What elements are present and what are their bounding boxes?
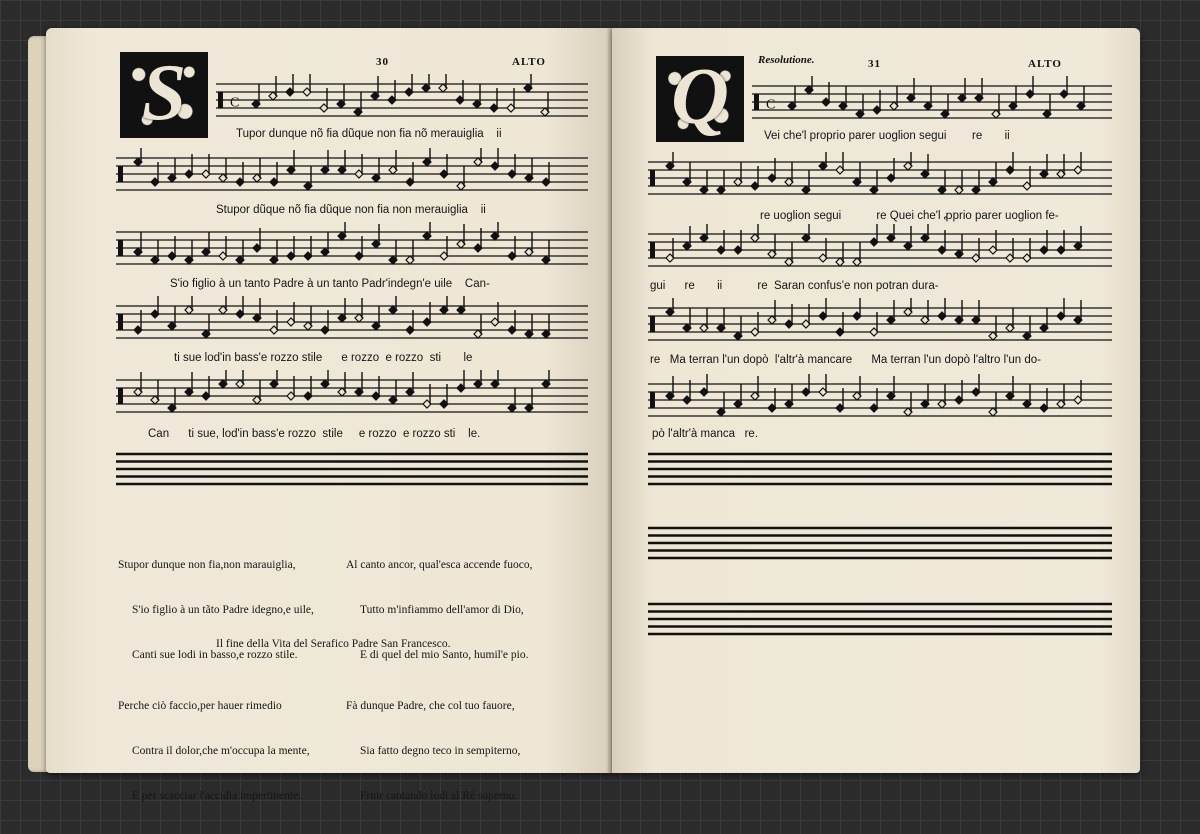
section-title: Resolutione.: [758, 54, 815, 66]
lyric-left-3: S'io figlio à un tanto Padre à un tanto Padr'indegn'e uile Can-: [170, 278, 490, 290]
lyric-left-4: ti sue lod'in bass'e rozzo stile e rozzo e rozzo sti le: [174, 352, 473, 364]
staff-left-2: [116, 148, 588, 204]
staff-left-4: [116, 296, 588, 352]
poem-line: Contra il dolor,che m'occupa la mente,: [132, 745, 310, 757]
lyric-left-2: Stupor dũque nõ fia dũque non fia non merauiglia ii: [216, 204, 486, 216]
poem-line: Stupor dunque non fia,non marauiglia,: [118, 559, 296, 571]
lyric-right-5: pò l'altr'à manca re.: [652, 428, 759, 440]
time-signature: C: [230, 95, 240, 111]
lyric-right-2: re uoglion segui re Quei che'l ꝓprio parer uoglion fe-: [760, 210, 1059, 222]
time-signature: C: [766, 97, 776, 113]
clef-icon: [650, 242, 655, 258]
left-voice-label: ALTO: [512, 56, 546, 68]
decorated-initial-s: [120, 52, 208, 138]
staff-left-3: [116, 222, 588, 278]
right-voice-label: ALTO: [1028, 58, 1062, 70]
finis-line: Il fine della Vita del Serafico Padre San Francesco.: [216, 638, 451, 650]
poem-line: Tutto m'infiammo dell'amor di Dio,: [360, 604, 524, 616]
clef-icon: [650, 170, 655, 186]
empty-staff-left: [116, 448, 588, 490]
lyric-left-5: Can ti sue, lod'in bass'e rozzo stile e rozzo e rozzo sti le.: [148, 428, 481, 440]
staff-right-4: [648, 298, 1112, 354]
left-page-number: 30: [376, 56, 389, 68]
decorated-initial-q: [656, 56, 744, 142]
staff-left-5: [116, 370, 588, 426]
poem-line: E di quel del mio Santo, humil'e pio.: [360, 649, 529, 661]
clef-icon: [118, 166, 123, 182]
poem-line: Fà dunque Padre, che col tuo fauore,: [346, 700, 515, 712]
lyric-right-4: re Ma terran l'un dopò l'altr'à mancare Ma terran l'un dopò l'altro l'un do-: [650, 354, 1041, 366]
poem-right-column: [346, 528, 532, 834]
staff-left-1: [216, 74, 588, 130]
poem-left-column: [118, 528, 314, 834]
poem-line: S'io figlio à un tãto Padre idegno,e uile,: [132, 604, 314, 616]
clef-icon: [118, 240, 123, 256]
empty-staff-right-1: [648, 448, 1112, 490]
lyric-left-1: Tupor dunque nõ fia dũque non fia nõ merauiglia ii: [236, 128, 502, 140]
clef-icon: [118, 314, 123, 330]
clef-icon: [650, 392, 655, 408]
poem-line: E per scacciar l'accidia impertinente.: [132, 790, 302, 802]
empty-staff-right-2: [648, 522, 1112, 564]
lyric-right-1: Vei che'l proprio parer uoglion segui re ii: [764, 130, 1010, 142]
initial-letter: Q: [671, 56, 729, 141]
staff-right-1: [752, 76, 1112, 132]
poem-line: Fruir cantando lodi al Rè superno.: [360, 790, 518, 802]
open-book: [28, 28, 1140, 802]
clef-icon: [754, 94, 759, 110]
initial-letter: S: [141, 52, 187, 137]
poem-line: Al canto ancor, qual'esca accende fuoco,: [346, 559, 533, 571]
staff-right-3: [648, 224, 1112, 280]
right-page-number: 31: [868, 58, 881, 70]
lyric-right-3: gui re ii re Saran confus'e non potran dura-: [650, 280, 939, 292]
empty-staff-right-3: [648, 598, 1112, 640]
poem-line: Canti sue lodi in basso,e rozzo stile.: [132, 649, 298, 661]
left-page: [46, 28, 612, 802]
clef-icon: [118, 388, 123, 404]
clef-icon: [650, 316, 655, 332]
clef-icon: [218, 92, 223, 108]
staff-right-5: [648, 374, 1112, 430]
poem-line: Sia fatto degno teco in sempiterno,: [360, 745, 521, 757]
right-page: [612, 28, 1140, 773]
staff-right-2: [648, 152, 1112, 208]
poem-line: Perche ciò faccio,per hauer rimedio: [118, 700, 282, 712]
